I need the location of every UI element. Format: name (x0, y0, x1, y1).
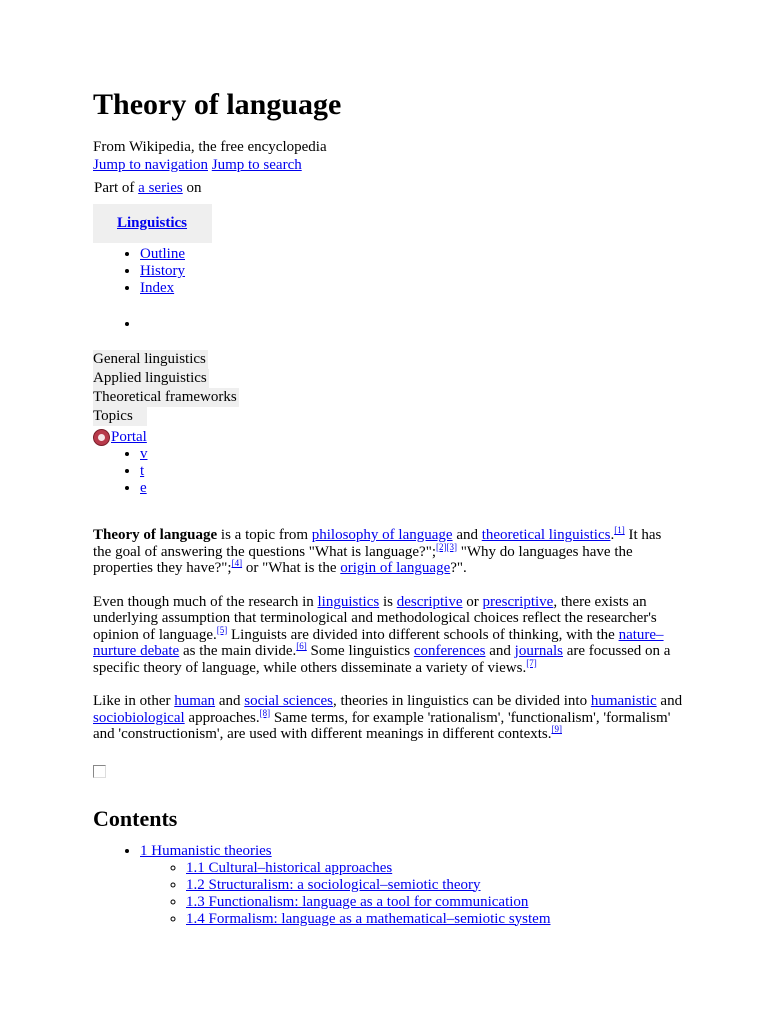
series-links (93, 246, 683, 297)
text: and (452, 527, 482, 543)
conferences-link[interactable]: conferences (413, 643, 486, 659)
jump-links (93, 156, 683, 174)
series-intro (93, 179, 683, 197)
social-sciences-link[interactable]: social sciences (244, 693, 333, 709)
text: or "What is the (242, 560, 341, 576)
jump-to-search-link[interactable]: Jump to search (211, 157, 302, 173)
list-item (140, 263, 683, 280)
citation-link[interactable]: [8] (259, 707, 271, 718)
text: It has the goal of answering the questions "What is language?"; (93, 527, 662, 560)
text: approaches. (184, 709, 260, 726)
tagline: From Wikipedia, the free encyclopedia (93, 139, 327, 155)
list-item (140, 446, 683, 463)
list-item (140, 280, 683, 297)
citation-link[interactable]: [5] (216, 624, 228, 635)
list-item (140, 463, 683, 480)
page-title: Theory of language (93, 88, 342, 121)
series-link[interactable]: a series (138, 180, 183, 196)
linguistics-header-link[interactable]: Linguistics (117, 215, 188, 231)
text: as the main divide. (179, 643, 297, 659)
text: and (656, 693, 683, 709)
theoretical-linguistics-link[interactable]: theoretical linguistics (481, 527, 611, 543)
text: , theories in linguistics can be divided into (332, 693, 591, 709)
text: Even though much of the research in (93, 593, 318, 610)
text: are focussed on a specific theory of language, while others disseminate a variety of views. (93, 643, 671, 676)
citation-link[interactable]: [9] (551, 724, 562, 734)
toc-link-humanistic-theories[interactable]: 1 Humanistic theories (140, 842, 272, 859)
paragraph-intro (93, 527, 683, 577)
text: and (215, 693, 245, 709)
journals-link[interactable]: journals (514, 643, 563, 659)
toc-subitem (186, 860, 683, 877)
prescriptive-link[interactable]: prescriptive (482, 593, 554, 610)
toc-item (140, 843, 683, 928)
citation-link[interactable]: [4] (231, 558, 243, 568)
outline-link[interactable]: Outline (140, 246, 185, 262)
humanistic-link[interactable]: humanistic (590, 693, 657, 709)
navbox-links (93, 446, 683, 497)
category-general-linguistics[interactable]: General linguistics (93, 351, 206, 367)
part-of-text: Part of (94, 180, 135, 196)
portal-icon (93, 429, 110, 446)
toc-subitem (186, 877, 683, 894)
text: Some linguistics (306, 643, 414, 659)
sociobiological-link[interactable]: sociobiological (93, 709, 185, 726)
human-link[interactable]: human (174, 693, 216, 709)
text: Like in other (93, 693, 175, 709)
text: "Why do languages have the properties they have?"; (93, 543, 633, 576)
citation-link[interactable]: [7] (526, 657, 537, 668)
text: is (379, 593, 397, 610)
paragraph-approaches (93, 693, 683, 743)
citation-link[interactable]: [2][3] (436, 541, 457, 552)
citation-link[interactable]: [1] (614, 525, 625, 535)
list-item (140, 480, 683, 497)
history-link[interactable]: History (140, 263, 185, 279)
toc-sublist (140, 860, 683, 928)
text: and (485, 643, 515, 659)
linguistics-link[interactable]: linguistics (317, 593, 380, 610)
descriptive-link[interactable]: descriptive (396, 593, 463, 610)
edit-template-link[interactable]: e (140, 480, 147, 496)
jump-to-navigation-link[interactable]: Jump to navigation (93, 157, 208, 173)
text: ?". (450, 560, 467, 576)
list-item (140, 246, 683, 263)
text: or (462, 593, 483, 610)
category-topics[interactable]: Topics (93, 407, 147, 426)
nature-nurture-debate-link[interactable]: nature–nurture debate (93, 626, 664, 659)
index-link[interactable]: Index (140, 280, 175, 296)
text: . (610, 527, 615, 543)
toc-subitem (186, 911, 683, 928)
on-text: on (186, 180, 202, 196)
toc-link-structuralism[interactable]: 1.2 Structuralism: a sociological–semiotic theory (186, 876, 481, 893)
category-theoretical-frameworks[interactable]: Theoretical frameworks (93, 389, 237, 405)
portal-link[interactable]: Portal (111, 429, 147, 445)
philosophy-of-language-link[interactable]: philosophy of language (311, 527, 453, 543)
series-categories (93, 350, 683, 426)
empty-list (93, 316, 683, 333)
toc-link-formalism[interactable]: 1.4 Formalism: language as a mathematical–semiotic system (186, 910, 551, 927)
text: Linguists are divided into different schools of thinking, with the (227, 626, 619, 643)
contents-heading: Contents (93, 805, 178, 831)
view-template-link[interactable]: v (140, 446, 148, 462)
text: , there exists an underlying assumption that terminological and methodological choices reflect the researcher's opinion of language. (93, 593, 657, 643)
paragraph-research (93, 594, 683, 677)
toc-link-cultural-historical[interactable]: 1.1 Cultural–historical approaches (186, 859, 393, 876)
talk-template-link[interactable]: t (140, 463, 145, 479)
toc-link-functionalism[interactable]: 1.3 Functionalism: language as a tool for communication (186, 893, 529, 910)
origin-of-language-link[interactable]: origin of language (340, 560, 451, 576)
portal-row (93, 428, 683, 446)
bold-term: Theory of language (93, 527, 218, 543)
toc-toggle-checkbox[interactable] (93, 765, 106, 778)
article-page (93, 86, 683, 928)
table-of-contents (93, 843, 683, 928)
text: is a topic from (217, 527, 312, 543)
citation-link[interactable]: [6] (296, 641, 307, 651)
category-applied-linguistics[interactable]: Applied linguistics (93, 370, 207, 386)
text: Same terms, for example 'rationalism', 'functionalism', 'formalism' and 'constructionism', are used with different meanings in different contexts. (93, 709, 671, 742)
toc-subitem (186, 894, 683, 911)
empty-list-item (140, 316, 683, 333)
series-header (93, 204, 212, 243)
